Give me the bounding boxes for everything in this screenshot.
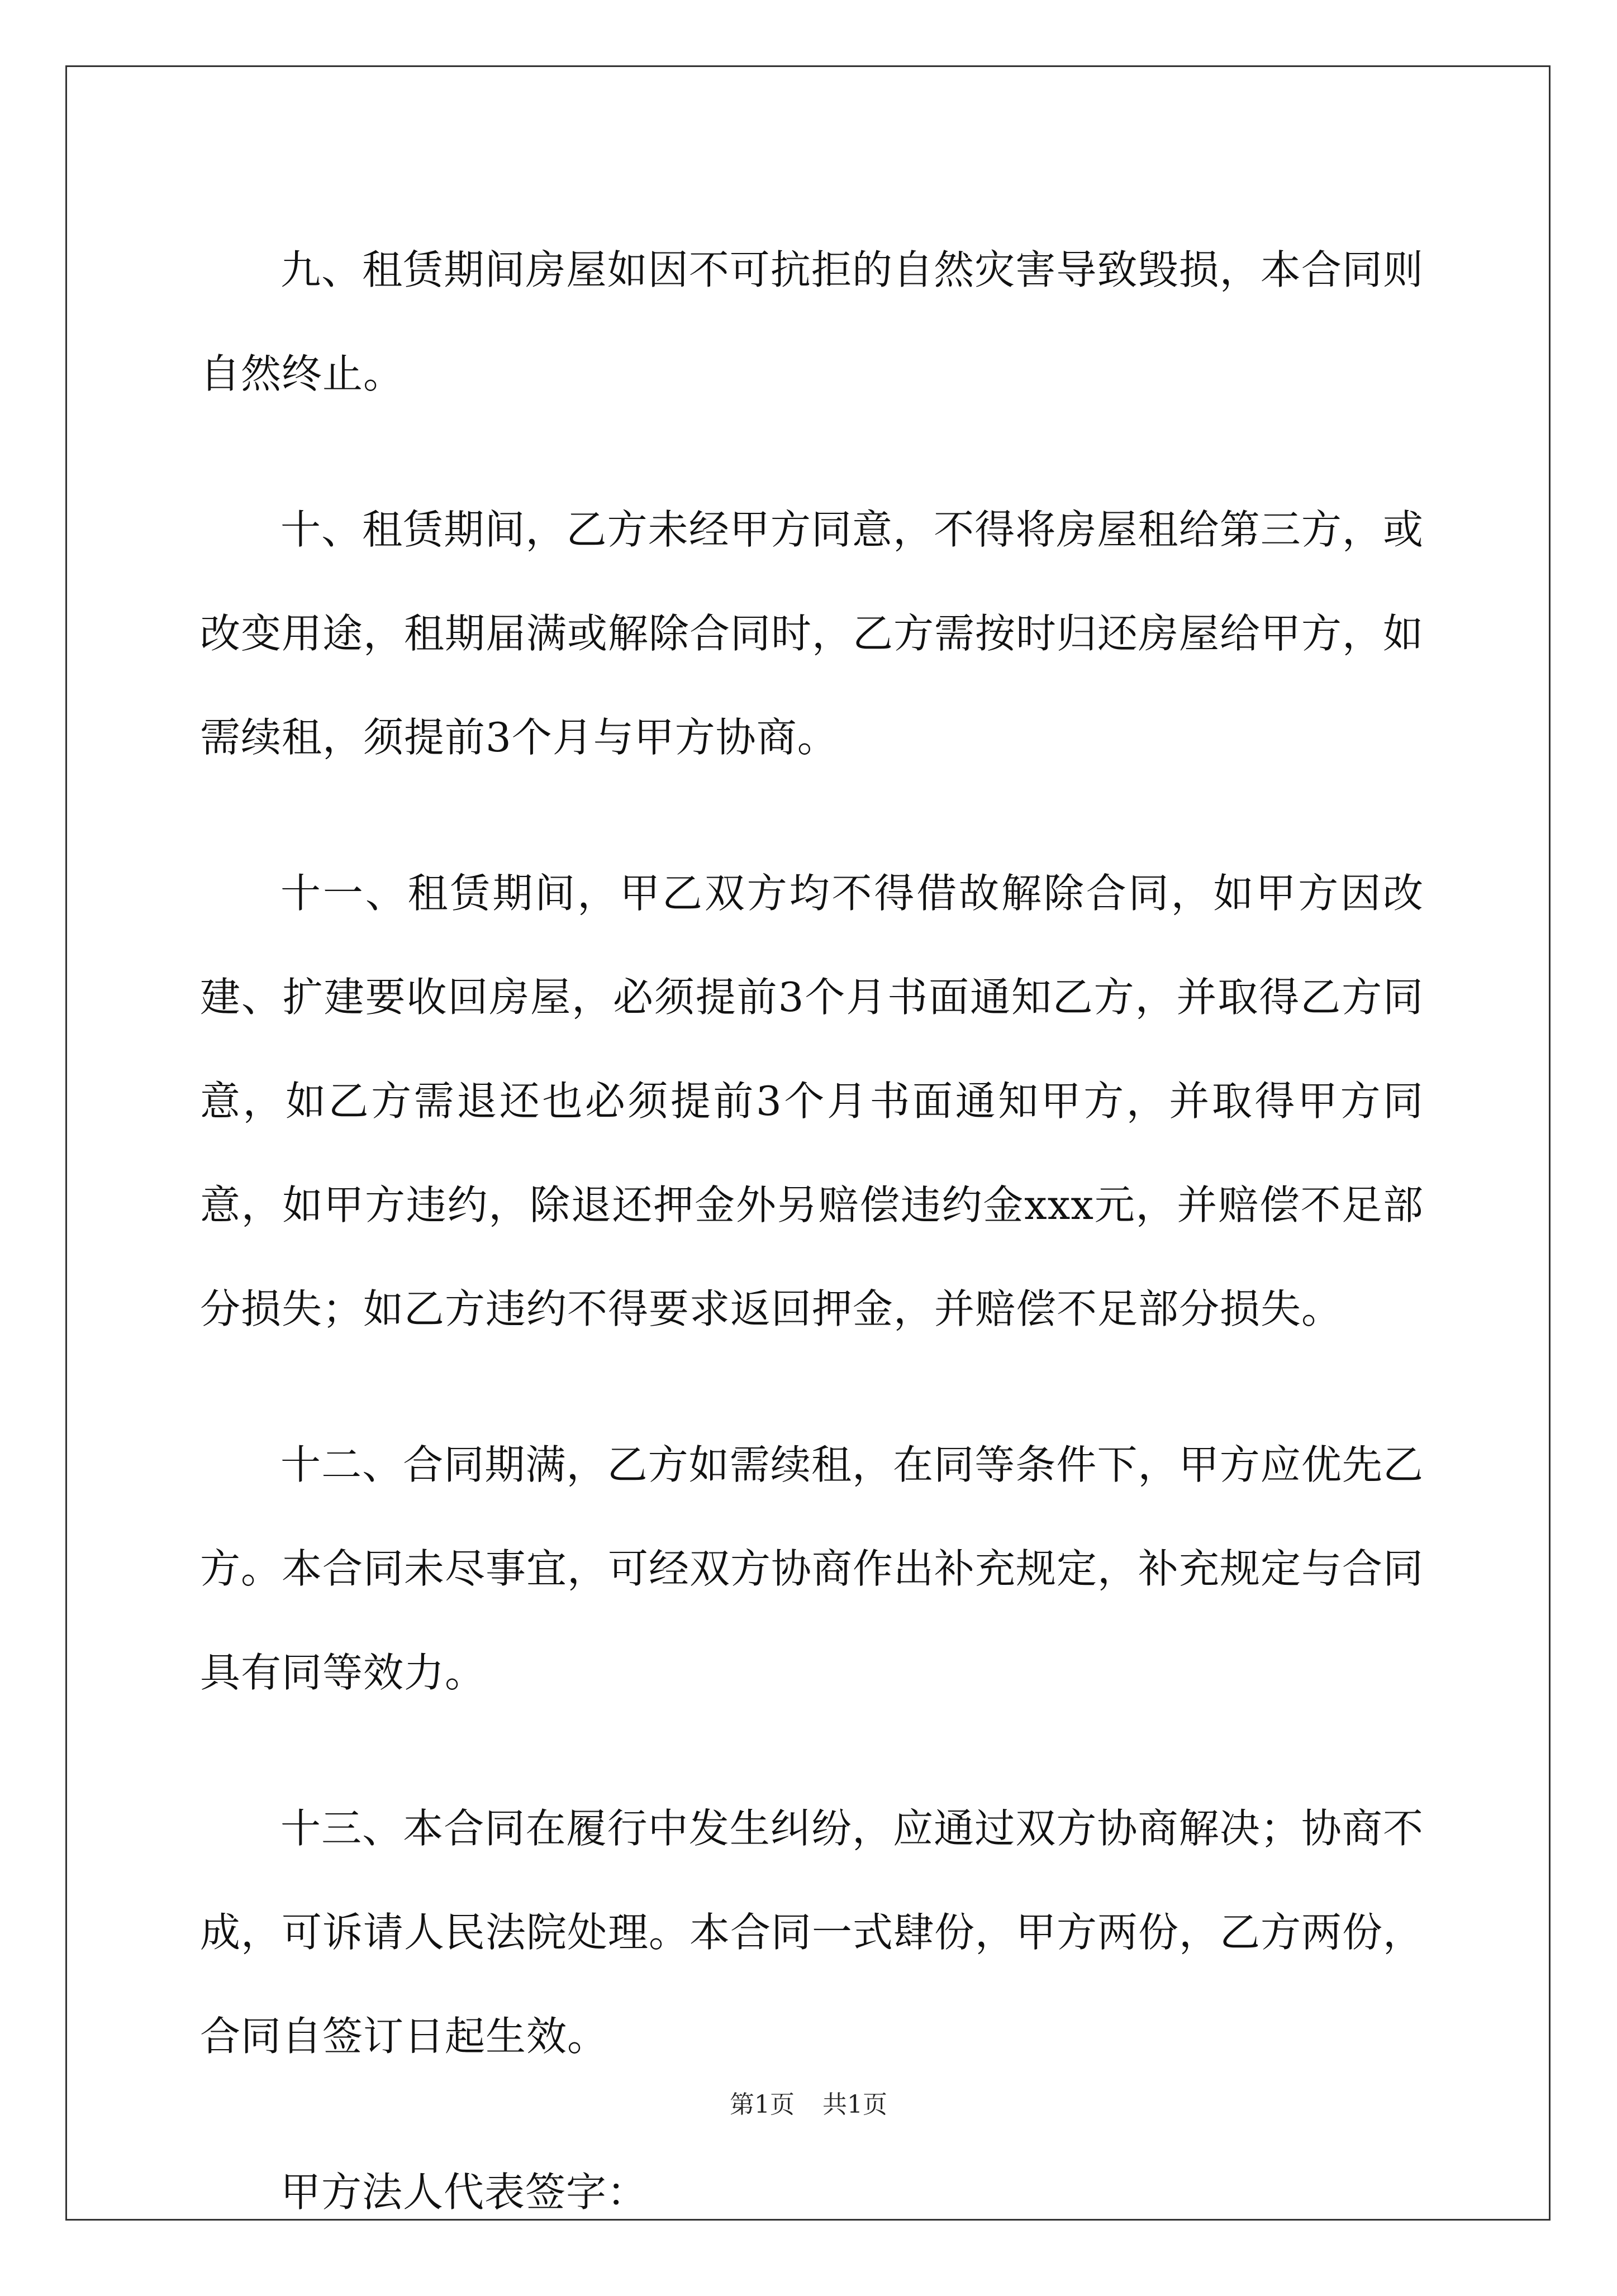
clause-9: 九、租赁期间房屋如因不可抗拒的自然灾害导致毁损，本合同则自然终止。 (200, 246, 1424, 397)
document-body (200, 218, 1424, 2296)
page-current: 第1页 (730, 2090, 795, 2119)
page-footer (0, 2088, 1617, 2122)
clause-13: 十三、本合同在履行中发生纠纷，应通过双方协商解决；协商不成，可诉请人民法院处理。本合同一式肆份，甲方两份，乙方两份，合同自签订日起生效。 (200, 1805, 1424, 2060)
clause-11: 十一、租赁期间，甲乙双方均不得借故解除合同，如甲方因改建、扩建要收回房屋，必须提前3个月书面通知乙方，并取得乙方同意，如乙方需退还也必须提前3个月书面通知甲方，并取得甲方同意，如甲方违约，除退还押金外另赔偿违约金xxx元，并赔偿不足部分损失；如乙方违约不得要求返回押金，并赔偿不足部分损失。 (200, 870, 1424, 1332)
clause-10: 十、租赁期间，乙方未经甲方同意，不得将房屋租给第三方，或改变用途，租期届满或解除合同时，乙方需按时归还房屋给甲方，如需续租，须提前3个月与甲方协商。 (200, 506, 1424, 761)
page-total: 共1页 (822, 2090, 887, 2119)
clause-12: 十二、合同期满，乙方如需续租，在同等条件下，甲方应优先乙方。本合同未尽事宜，可经双方协商作出补充规定，补充规定与合同具有同等效力。 (200, 1441, 1424, 1696)
signature-label: 甲方法人代表签字： (280, 2169, 648, 2216)
